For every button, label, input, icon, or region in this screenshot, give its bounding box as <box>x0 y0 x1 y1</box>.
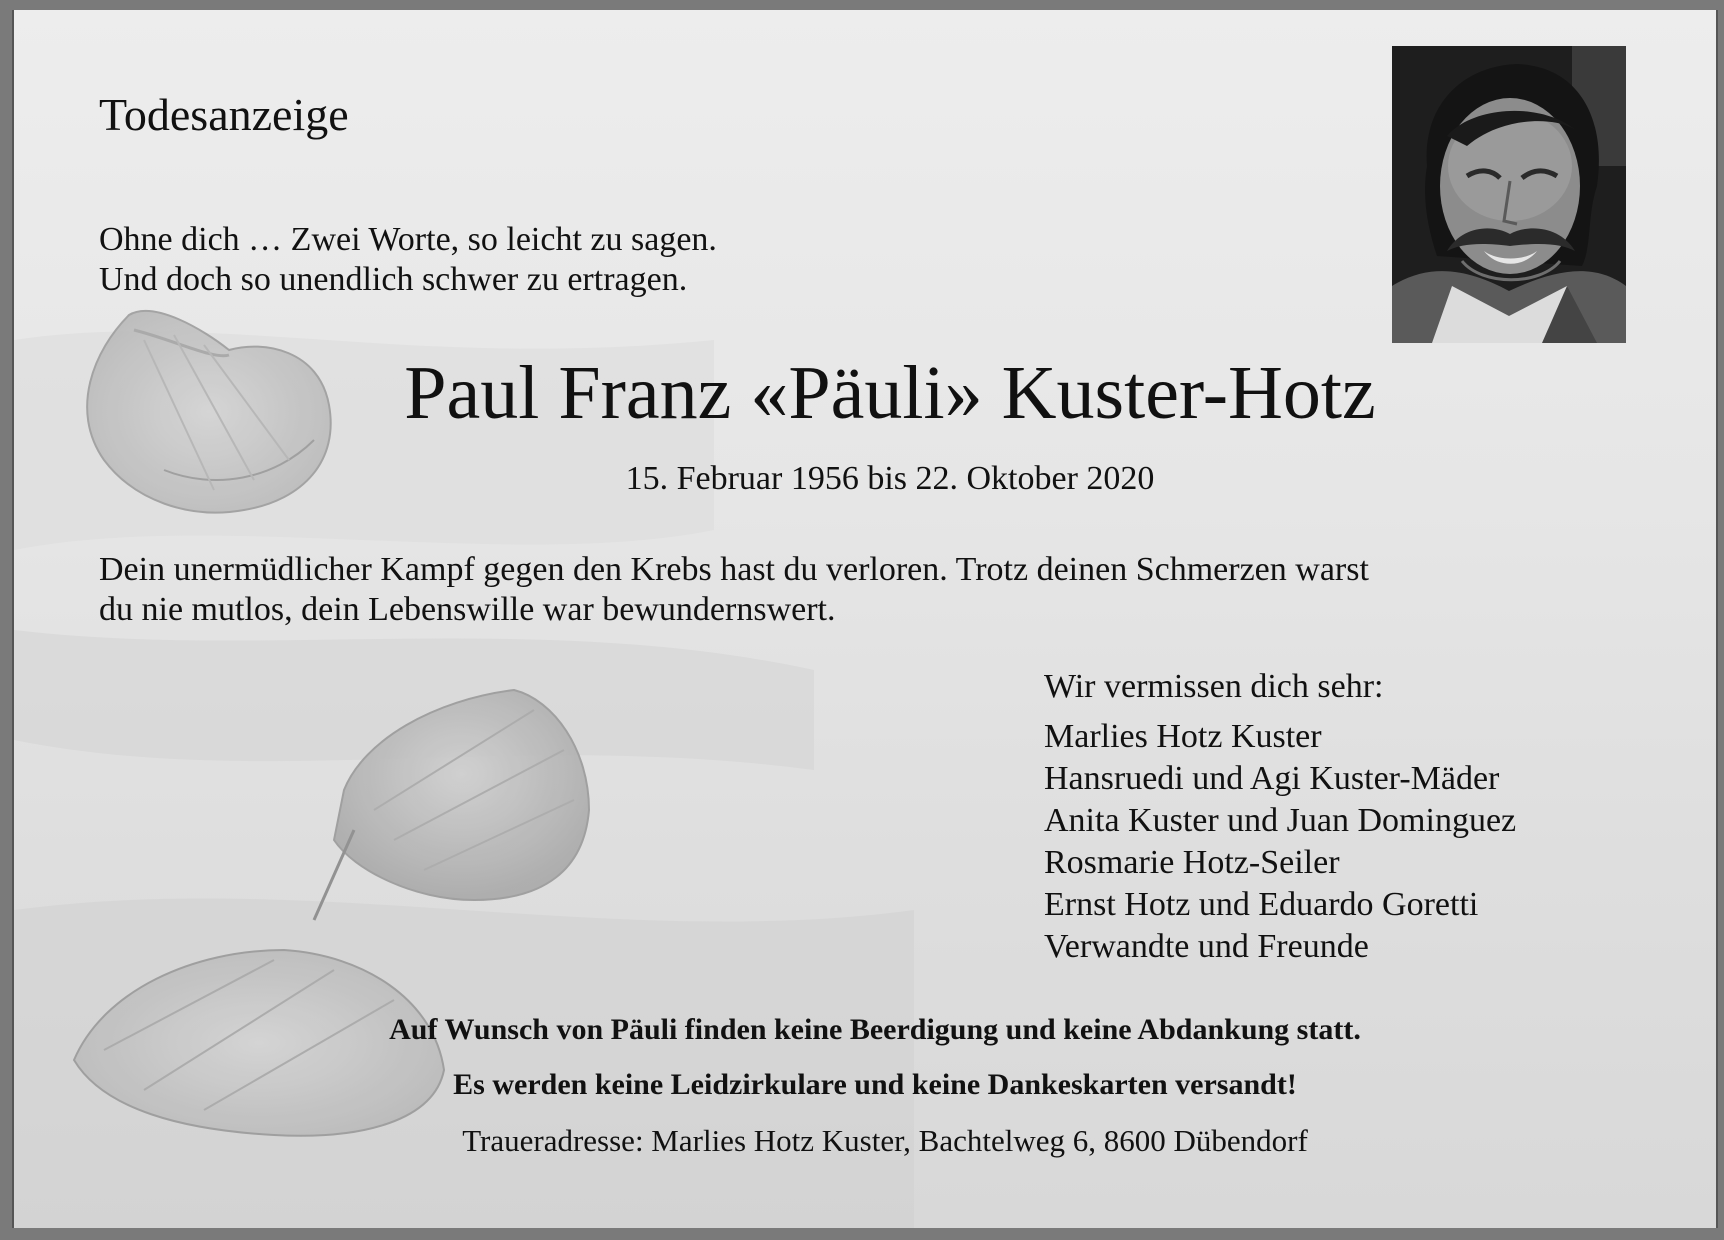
mourners-list <box>1044 716 1516 968</box>
mourning-address: Traueradresse: Marlies Hotz Kuster, Bachtelweg 6, 8600 Dübendorf <box>462 1123 1308 1158</box>
heading-todesanzeige: Todesanzeige <box>99 89 349 140</box>
tribute-line: Dein unermüdlicher Kampf gegen den Krebs hast du verloren. Trotz deinen Schmerzen warst <box>99 551 1369 588</box>
mourners-intro: Wir vermissen dich sehr: <box>1044 668 1384 705</box>
portrait-photo <box>1392 46 1626 343</box>
life-dates: 15. Februar 1956 bis 22. Oktober 2020 <box>625 460 1155 497</box>
mourner-name: Anita Kuster und Juan Dominguez <box>1044 802 1517 839</box>
funeral-notice: Auf Wunsch von Päuli finden keine Beerdigung und keine Abdankung statt. <box>389 1013 1361 1046</box>
verse-line: Ohne dich … Zwei Worte, so leicht zu sagen. <box>99 221 717 258</box>
tribute-text <box>99 550 1659 630</box>
mourner-name: Verwandte und Freunde <box>1044 928 1369 965</box>
mourner-name: Rosmarie Hotz-Seiler <box>1044 844 1340 881</box>
verse <box>99 220 717 300</box>
mourners-block <box>1044 666 1516 968</box>
cards-notice: Es werden keine Leidzirkulare und keine Dankeskarten versandt! <box>453 1068 1297 1101</box>
obituary-card <box>12 10 1718 1228</box>
verse-line: Und doch so unendlich schwer zu ertragen. <box>99 261 688 298</box>
mourner-name: Marlies Hotz Kuster <box>1044 718 1322 755</box>
mourner-name: Ernst Hotz und Eduardo Goretti <box>1044 886 1479 923</box>
deceased-name: Paul Franz «Päuli» Kuster-Hotz <box>404 351 1376 435</box>
tribute-line: du nie mutlos, dein Lebenswille war bewundernswert. <box>99 591 836 628</box>
mourner-name: Hansruedi und Agi Kuster-Mäder <box>1044 760 1500 797</box>
